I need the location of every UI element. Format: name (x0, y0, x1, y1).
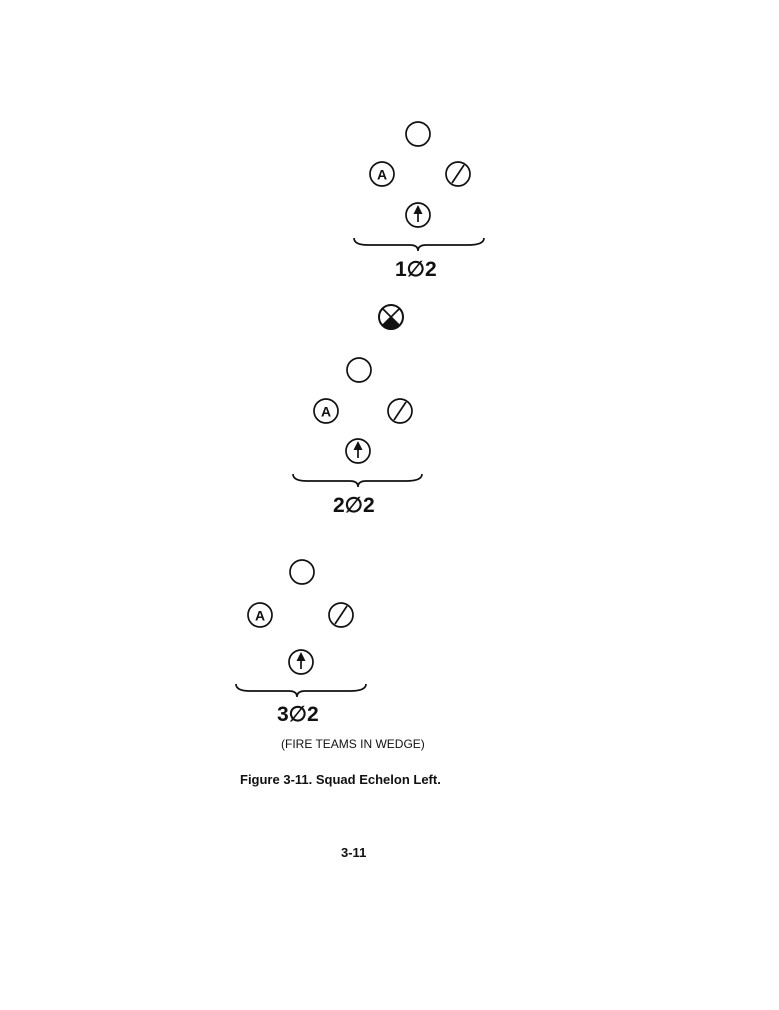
figure-caption: Figure 3-11. Squad Echelon Left. (240, 772, 441, 787)
letter-a: A (254, 607, 266, 624)
automatic-rifleman-icon (248, 603, 272, 627)
fire-team-2-label: 2∅2 (333, 494, 375, 517)
fire-team-3 (236, 560, 366, 697)
team-brace (354, 238, 484, 251)
squad-leader-icon (379, 305, 403, 329)
rifleman-icon (406, 122, 430, 146)
letter-a: A (320, 403, 332, 420)
fire-team-1 (354, 122, 484, 251)
team-brace (236, 684, 366, 697)
formation-note: (FIRE TEAMS IN WEDGE) (281, 737, 425, 751)
team-brace (293, 474, 422, 487)
page-number: 3-11 (341, 845, 367, 860)
automatic-rifleman-icon (314, 399, 338, 423)
rifleman-icon (290, 560, 314, 584)
rifleman-icon (347, 358, 371, 382)
grenadier-icon (388, 399, 412, 423)
grenadier-icon (446, 162, 470, 186)
automatic-rifleman-icon (370, 162, 394, 186)
letter-a: A (376, 166, 388, 183)
grenadier-icon (329, 603, 353, 627)
team-leader-icon (289, 650, 313, 674)
team-leader-icon (406, 203, 430, 227)
fire-team-1-label: 1∅2 (395, 258, 437, 281)
fire-team-3-label: 3∅2 (277, 703, 319, 726)
team-leader-icon (346, 439, 370, 463)
fire-team-2 (293, 358, 422, 487)
